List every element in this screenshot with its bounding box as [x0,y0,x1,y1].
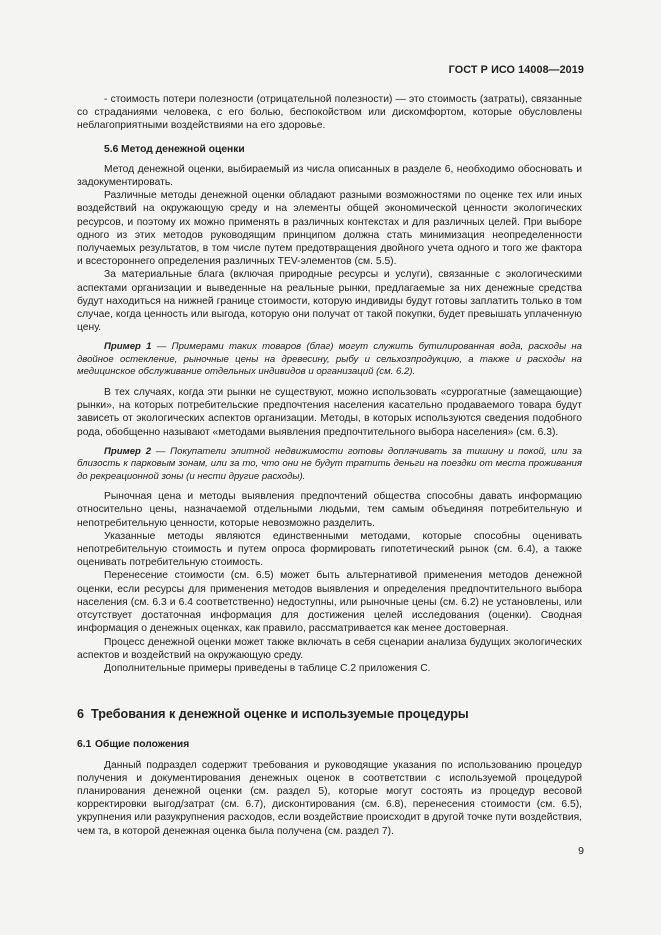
example-label: Пример 2 [104,445,152,457]
section-5-6-heading [77,143,582,156]
section-title: Требования к денежной оценке и используемые процедуры [91,707,469,722]
example-1 [77,341,582,379]
section-title: Общие положения [95,739,190,751]
paragraph: Данный подраздел содержит требования и руководящие указания по использованию процедур получения и документирования денежных оценок в соответствии с используемой процедурой планирования денежной оценки (см. раздел 5), которые могут состоять из процедур весовой корректировки выгод/затрат (см. 6.7), дисконтирования (см. 6.8), перенесения стоимости (см. 6.5), укрупнения или разукрупнения расходов, если воздействие происходит в другой точке пути воздействия, чем та, в которой денежная оценка была получена (см. раздел 7). [77,759,583,837]
paragraph: Метод денежной оценки, выбираемый из числа описанных в разделе 6, необходимо обосновать и задокументировать. [77,163,582,189]
paragraph: Перенесение стоимости (см. 6.5) может быть альтернативой применения методов денежной оценки, если ресурсы для применения методов выявления и определения предпочтительного выбора населения (см. 6.3 и 6.4 соответственно) недоступны, или рыночные цены (см. 6.2) не установлены, или отсутствует достаточная информация для достижения целей исследования (оценки). Сводная информация о денежных оценках, как правило, рассматривается как менее достоверная. [77,570,582,635]
page-number: 9 [578,845,584,857]
section-6-1-heading [77,738,582,751]
paragraph: Различные методы денежной оценки обладают разными возможностями по оценке тех или иных воздействий на окружающую среду и на элементы общей экономической ценности экологических ресурсов, и поэтому их можно применять в различных контекстах и для различных целей. При выборе одного из этих методов руководящим принципом должна стать минимизация неопределенности получаемых результатов, в том числе путем предотвращения двойного учета одного и того же фактора и всестороннего определения различных TEV-элементов (см. 5.5). [77,190,582,268]
example-text: — Примерами таких товаров (благ) могут служить бутилированная вода, расходы на двойное остекление, рыночные цены на древесину, рыбу и сельхозпродукцию, а также и расходы на медицинское обслуживание отдельных индивидов и организаций (см. 6.2). [77,341,582,378]
section-title: Метод денежной оценки [121,143,245,155]
paragraph-disutility-cost: - стоимость потери полезности (отрицательной полезности) — это стоимость (затраты), связанные со страданиями человека, с его болью, беспокойством или дискомфортом, которые обусловлены неблагоприятными воздействиями на его здоровье. [77,94,582,132]
section-number: 6.1 [77,739,92,751]
page-content [77,93,582,838]
standard-header: ГОСТ Р ИСО 14008—2019 [448,64,584,76]
paragraph: За материальные блага (включая природные ресурсы и услуги), связанные с экологическими аспектами организации и выведенные на реальные рынки, предлагаемые за них денежные средства будут находиться на нижней границе стоимости, которую индивиды будут готовы заплатить только в том случае, когда ценность или выгода, которую они получат от такой покупки, будет превышать уплаченную цену. [77,269,582,334]
paragraph: В тех случаях, когда эти рынки не существуют, можно использовать «суррогатные (замещающие) рынки», на которых потребительские предпочтения населения касательно продаваемого товара будут зависеть от экологических аспектов организации. Методы, в которых используются сведения подобного рода, обобщенно называют «методами выявления предпочтительного выбора населения» (см. 6.3). [77,386,582,438]
paragraph: Процесс денежной оценки может также включать в себя сценарии анализа будущих экологических аспектов и воздействий на окружающую среду. [77,636,582,661]
section-6-heading [77,708,582,721]
section-number: 6 [77,707,85,722]
paragraph: Указанные методы являются единственными методами, которые способны оценивать непотребительную стоимость и путем опроса формировать гипотетический рынок (см. 6.4), а также оценивать потребительную стоимость. [77,530,582,569]
example-2 [77,446,582,484]
example-label: Пример 1 [104,341,152,353]
example-text: — Покупатели элитной недвижимости готовы доплачивать за тишину и покой, или за близость к парковым зонам, или за то, что они не будут тратить деньги на поездки от места проживания до рекреационной зоны (и нести другие расходы). [77,445,582,482]
section-number: 5.6 [104,143,119,155]
paragraph: Рыночная цена и методы выявления предпочтений общества способны давать информацию относительно цены, назначаемой отдельными людьми, тем самым объединяя потребительную и непотребительную ценности, которые невозможно разделить. [77,491,582,529]
paragraph: Дополнительные примеры приведены в таблице С.2 приложения С. [104,662,431,674]
